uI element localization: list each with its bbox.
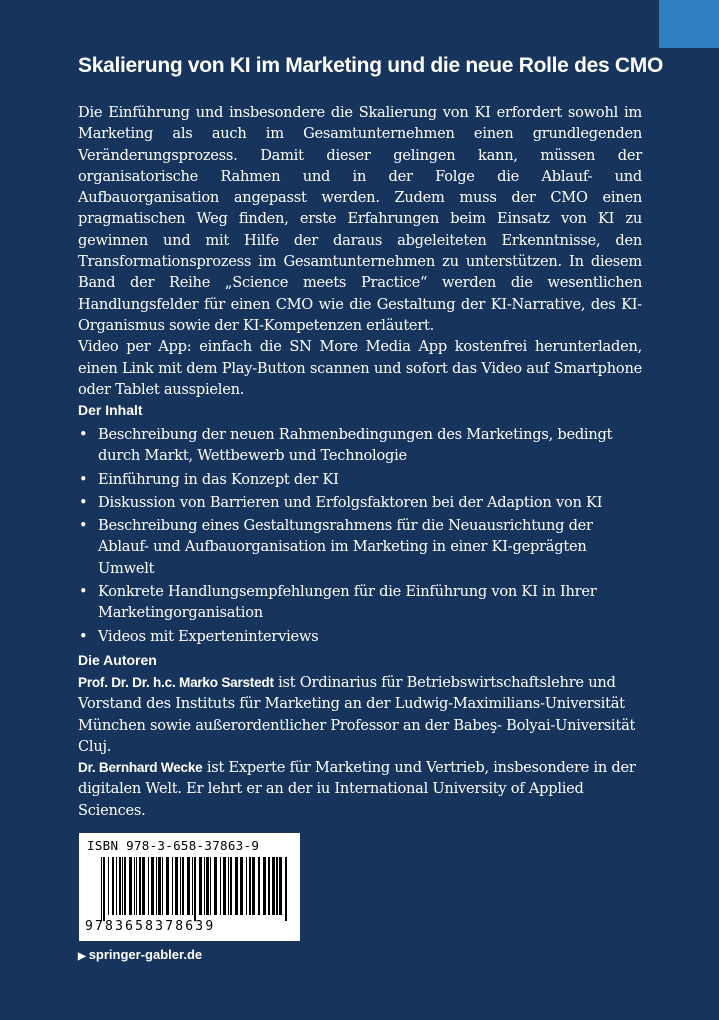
barcode-bar xyxy=(124,857,126,915)
barcode-bar xyxy=(122,857,123,915)
arrow-right-icon: ▶ xyxy=(78,951,86,962)
barcode-bar xyxy=(235,857,238,915)
list-item: • Videos mit Experteninterviews xyxy=(78,626,642,647)
contents-heading: Der Inhalt xyxy=(78,402,143,418)
author-name-wecke: Dr. Bernhard Wecke xyxy=(78,760,203,776)
barcode-bar xyxy=(268,857,270,915)
barcode-bar xyxy=(129,857,132,915)
barcode-bar xyxy=(112,857,114,915)
barcode-bar xyxy=(279,857,282,915)
barcode-bar xyxy=(116,857,117,915)
barcode-bar xyxy=(252,857,255,915)
barcode-bar xyxy=(194,857,196,921)
contents-section xyxy=(78,400,642,649)
authors-text xyxy=(78,672,642,821)
barcode-bar xyxy=(103,857,105,921)
barcode-bar xyxy=(142,857,145,915)
barcode-bar xyxy=(192,857,193,915)
authors-heading: Die Autoren xyxy=(78,652,157,668)
barcode-bar xyxy=(136,857,137,915)
page-title: Skalierung von KI im Marketing und die neue Rolle des CMO xyxy=(78,54,663,77)
authors-section xyxy=(78,650,642,821)
list-item: • Beschreibung der neuen Rahmenbedingungen des Marketings, bedingt durch Markt, Wettbewerb und Technologie xyxy=(78,424,642,467)
barcode-bar xyxy=(156,857,157,915)
intro-paragraph: Die Einführung und insbesondere die Skalierung von KI erfordert sowohl im Marketing als auch im Gesamtunternehmen einen grundlegenden Veränderungsprozess. Damit dieser gelingen kann, müssen der organisatorische Rahmen und in der Folge die Ablauf- und Aufbauorganisation angepasst werden. Zudem muss der CMO einen pragmatischen Weg finden, erste Erfahrungen beim Einsatz von KI zu gewinnen und mit Hilfe der daraus abgeleiteten Erkenntnisse, den Transformationsprozess im Gesamtunternehmen zu unterstützen. In diesem Band der Reihe „Science meets Practice“ werden die wesentlichen Handlungsfelder für einen CMO wie die Gestaltung der KI-Narrative, des KI- Organismus sowie der KI-Kompetenzen erläutert. xyxy=(78,104,642,334)
barcode-bar xyxy=(108,857,109,915)
author-name-sarstedt: Prof. Dr. Dr. h.c. Marko Sarstedt xyxy=(78,675,274,690)
list-item: • Beschreibung eines Gestaltungsrahmens für die Neuausrichtung der Ablauf- und Aufbauorganisation im Marketing in einer KI-geprägten Umwelt xyxy=(78,515,642,579)
barcode-bar xyxy=(272,857,275,915)
barcode-bar xyxy=(210,857,211,915)
author-bio-sarstedt: ist Ordinarius für Betriebswirtschaftslehre und Vorstand des Instituts für Marketing an der Ludwig-Maximilians-Universität München sowie außerordentlicher Professor an der Babeş- Bolyai-Universität Cluj. xyxy=(78,674,636,755)
publisher-url: springer-gabler.de xyxy=(88,947,203,962)
ean-digits: 9783658378639 xyxy=(85,919,216,934)
barcode-bar xyxy=(151,857,154,915)
barcode-bar xyxy=(258,857,260,915)
list-item: • Einführung in das Konzept der KI xyxy=(78,469,642,490)
barcode-bar xyxy=(230,857,232,915)
barcode-bar xyxy=(180,857,181,915)
barcode-bar xyxy=(246,857,247,915)
barcode-bar xyxy=(228,857,229,915)
barcode-bar xyxy=(101,857,102,921)
barcode-bar xyxy=(166,857,169,915)
barcode-bar xyxy=(240,857,243,915)
intro-text xyxy=(78,102,642,400)
barcode-bar xyxy=(285,857,287,921)
barcode-bars xyxy=(101,857,291,921)
publisher-link[interactable] xyxy=(78,947,202,962)
barcode-bar xyxy=(187,857,190,915)
isbn-label: ISBN 978-3-658-37863-9 xyxy=(87,838,260,853)
isbn-barcode xyxy=(79,833,300,941)
barcode-bar xyxy=(220,857,221,915)
author-bio-wecke: ist Experte für Marketing und Vertrieb, insbesondere in der digitalen Welt. Er lehrt er an der iu International University of Applied Sciences. xyxy=(78,759,636,819)
barcode-bar xyxy=(204,857,205,915)
list-item: • Diskussion von Barrieren und Erfolgsfaktoren bei der Adaption von KI xyxy=(78,492,642,513)
barcode-bar xyxy=(182,857,184,915)
barcode-bar xyxy=(223,857,226,915)
barcode-bar xyxy=(214,857,217,915)
barcode-bar xyxy=(162,857,163,915)
barcode-bar xyxy=(199,857,202,915)
list-item: • Konkrete Handlungsempfehlungen für die Einführung von KI in Ihrer Marketingorganisation xyxy=(78,581,642,624)
barcode-bar xyxy=(276,857,278,915)
barcode-bar xyxy=(249,857,251,915)
intro-video-paragraph: Video per App: einfach die SN More Media App kostenfrei herunterladen, einen Link mit dem Play-Button scannen und sofort das Video auf Smartphone oder Tablet ausspielen. xyxy=(78,338,642,398)
barcode-bar xyxy=(172,857,173,915)
contents-list xyxy=(78,424,642,647)
barcode-bar xyxy=(139,857,141,915)
barcode-bar xyxy=(158,857,161,915)
barcode-bar xyxy=(175,857,178,915)
barcode-bar xyxy=(148,857,149,915)
barcode-bar xyxy=(263,857,266,915)
barcode-bar xyxy=(134,857,135,915)
barcode-bar xyxy=(119,857,121,915)
barcode-bar xyxy=(206,857,209,915)
corner-accent-tab xyxy=(659,0,719,48)
